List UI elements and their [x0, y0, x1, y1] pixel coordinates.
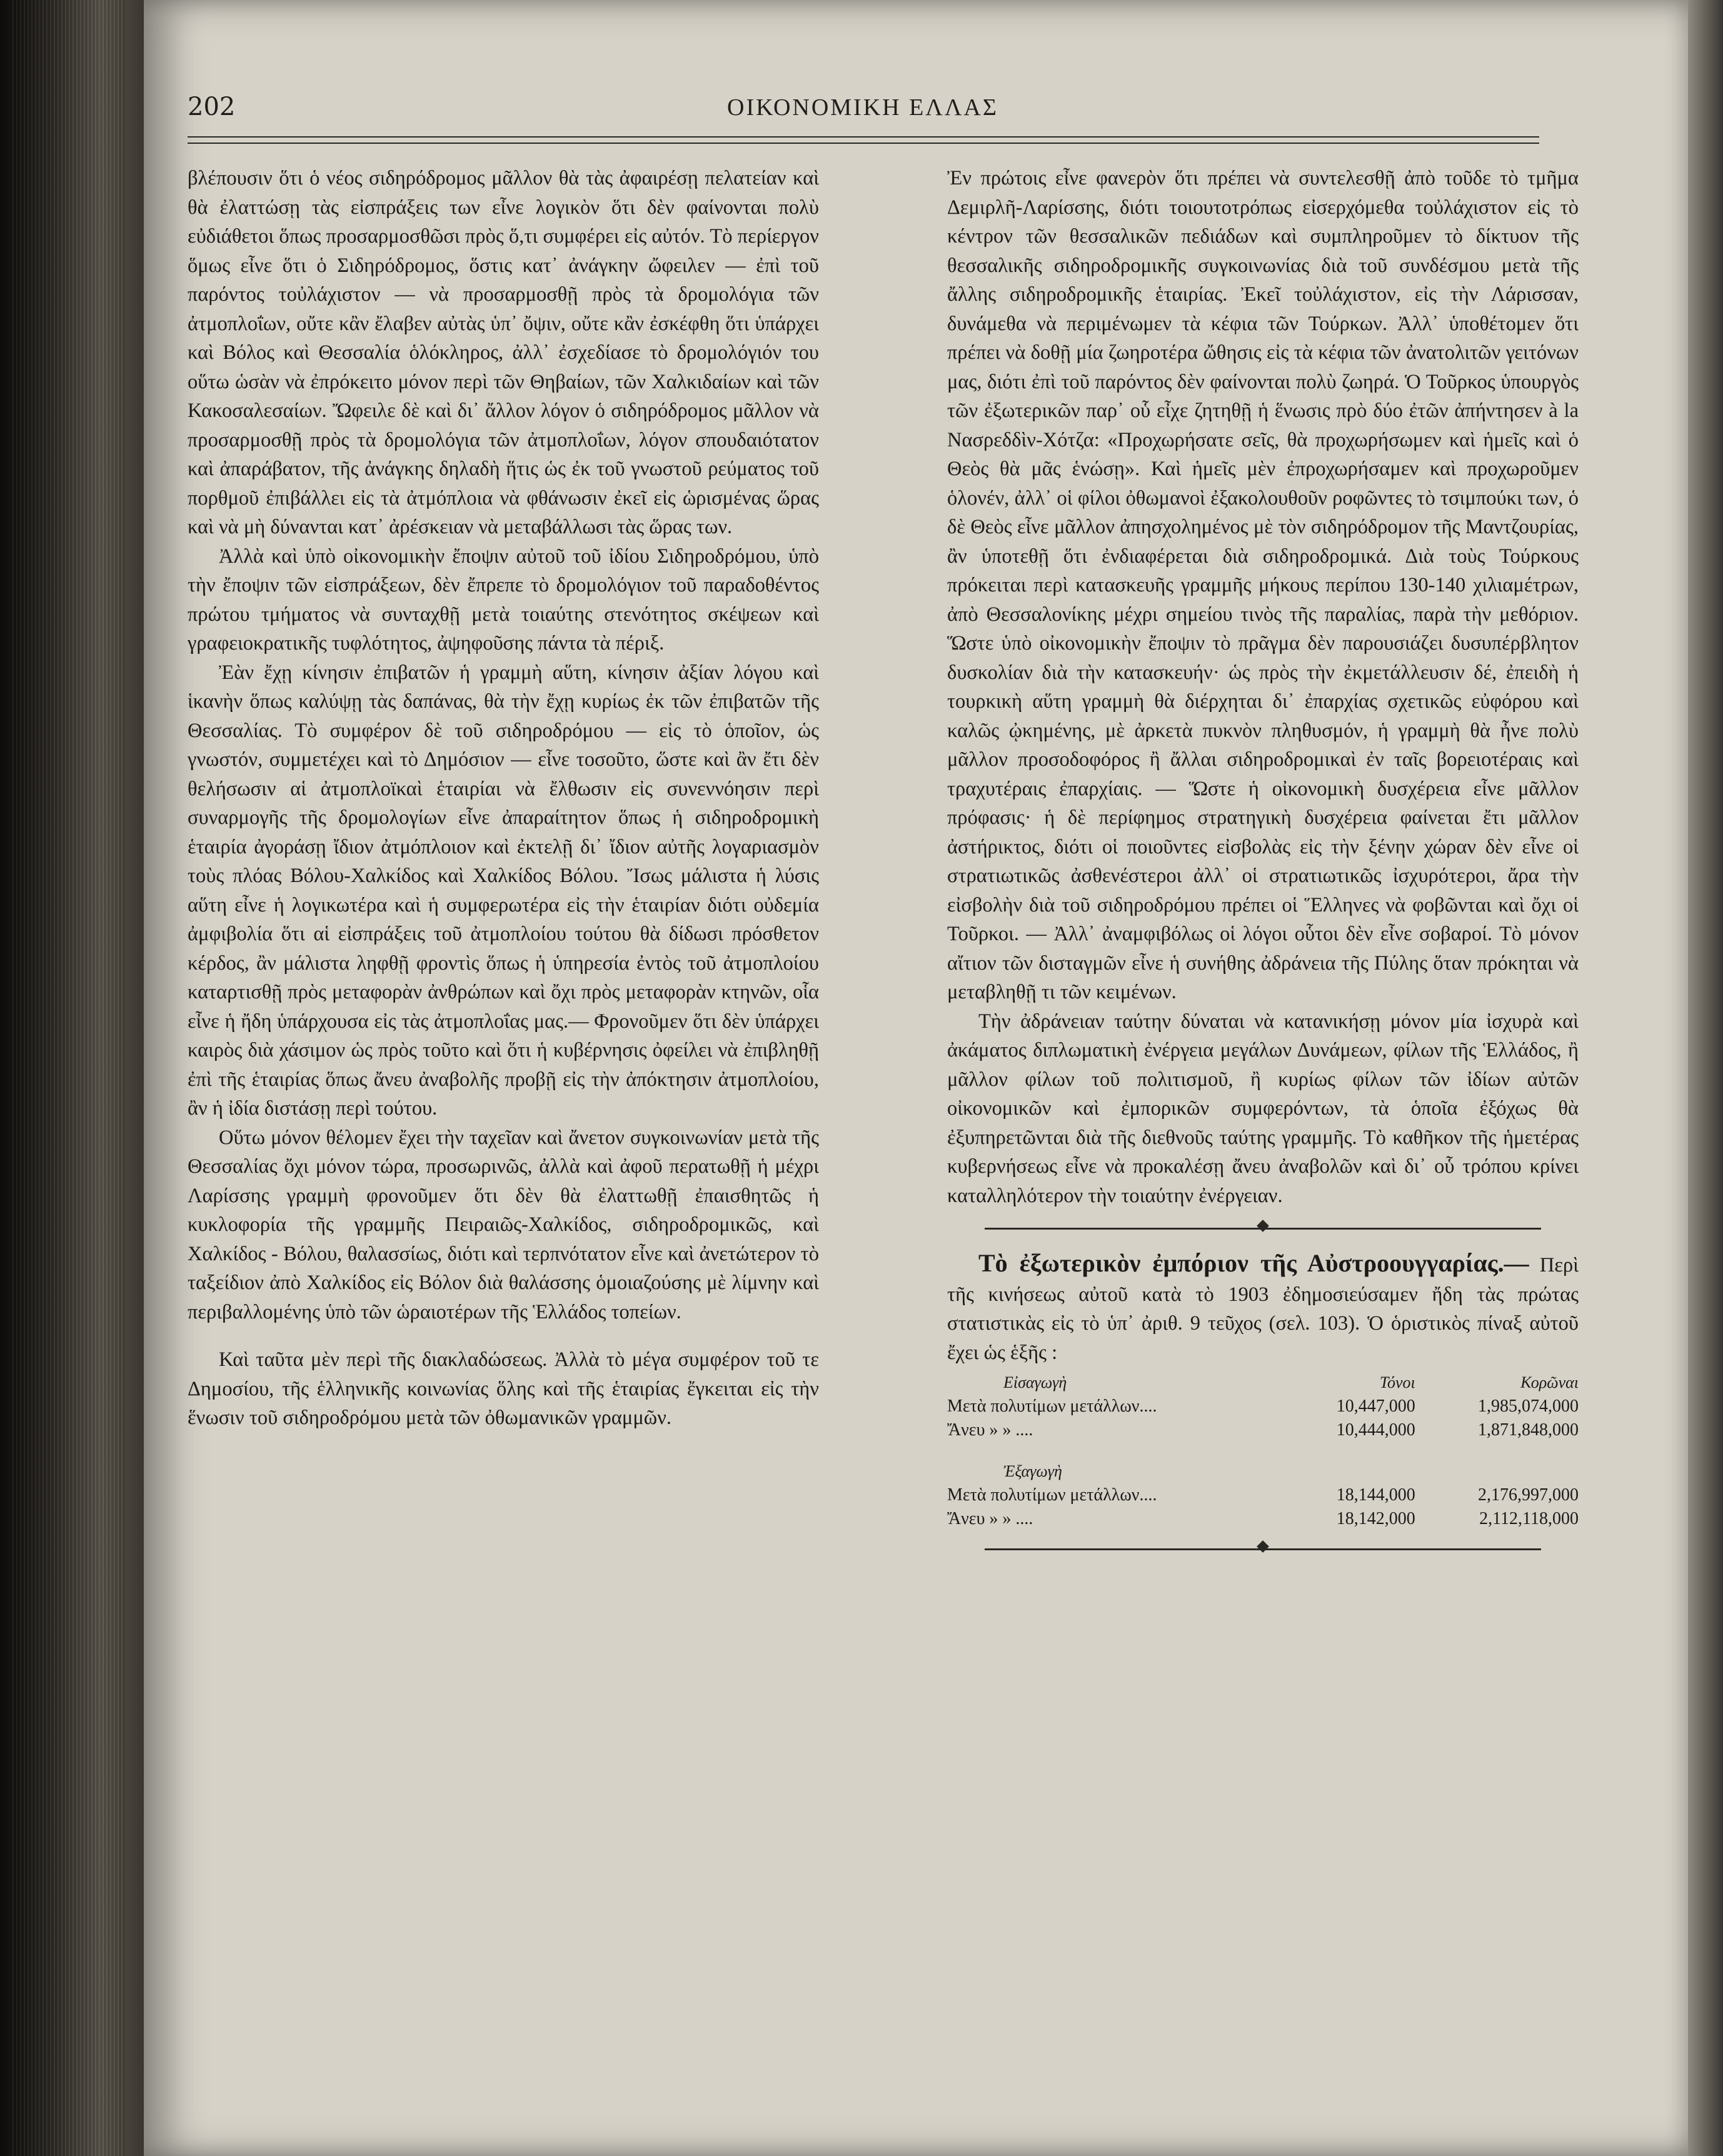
end-divider	[947, 1541, 1579, 1557]
col-crowns-header: Κορῶναι	[1520, 1373, 1579, 1391]
export-label: Ἐξαγωγὴ	[1003, 1462, 1062, 1480]
header-double-rule	[188, 136, 1539, 144]
section-divider	[947, 1220, 1579, 1236]
row-tons: 18,144,000	[1336, 1485, 1415, 1505]
table-header-row	[947, 1371, 1579, 1395]
page-edge	[1688, 0, 1723, 2156]
row-tons: 18,142,000	[1336, 1509, 1415, 1528]
section-heading: Τὸ ἐξωτερικὸν ἐμπόριον τῆς Αὐστροουγγαρίας.—	[978, 1249, 1529, 1277]
left-paragraph-4: Οὕτω μόνον θέλομεν ἔχει τὴν ταχεῖαν καὶ ἄνετον συγκοινωνίαν μετὰ τῆς Θεσσαλίας ὄχι μόνον τώρα, προσωρινῶς, ἀλλὰ καὶ ἀφοῦ περατωθῇ ἡ μέχρι Λαρίσσης γραμμὴ φρονοῦμεν ὅτι δὲν θὰ ἐλαττωθῇ ἐπαισθητῶς ἡ κυκλοφορία τῆς γραμμῆς Πειραιῶς-Χαλκίδος, σιδηροδρομικῶς, καὶ Χαλκίδος - Βόλου, θαλασσίως, διότι καὶ τερπνότατον εἶνε καὶ ἀνετώτερον τὸ ταξείδιον ἀπὸ Χαλκίδος εἰς Βόλον διὰ θαλάσσης ὁμοιαζούσης μὲ λίμνην καὶ περιβαλλομένης ὑπὸ τῶν ὡραιοτέρων τῆς Ἑλλάδος τοπείων.	[188, 1126, 819, 1323]
left-paragraph-2: Ἀλλὰ καὶ ὑπὸ οἰκονομικὴν ἔποψιν αὐτοῦ τοῦ ἰδίου Σιδηροδρόμου, ὑπὸ τὴν ἔποψιν τῶν εἰσπράξεων, δὲν ἔπρεπε τὸ δρομολόγιον τοῦ παραδοθέντος πρώτου τμήματος νὰ συνταχθῇ μετὰ τοιαύτης στενότητος σκέψεων καὶ γραφειοκρατικῆς τυφλότητος, ἀψηφοῦσης πάντα τὰ πέριξ.	[188, 544, 819, 654]
left-column	[188, 164, 819, 1433]
divider-ornament-icon	[1257, 1220, 1269, 1232]
table-row	[947, 1483, 1579, 1507]
section-text: Περὶ τῆς κινήσεως αὐτοῦ κατὰ τὸ 1903 ἐδημοσιεύσαμεν ἤδη τὰς πρώτας στατιστικὰς εἰς τὸ ὑπ᾽ ἀριθ. 9 τεῦχος (σελ. 103). Ὁ ὁριστικὸς πίναξ αὐτοῦ ἔχει ὡς ἑξῆς :	[947, 1254, 1579, 1364]
page-number: 202	[188, 93, 236, 121]
left-paragraph-5: Καὶ ταῦτα μὲν περὶ τῆς διακλαδώσεως. Ἀλλὰ τὸ μέγα συμφέρον τοῦ τε Δημοσίου, τῆς ἑλληνικῆς κοινωνίας ὅλης καὶ τῆς ἑταιρίας ἔγκειται εἰς τὴν ἕνωσιν τοῦ σιδηροδρόμου μετὰ τῶν ὀθωμανικῶν γραμμῶν.	[188, 1348, 819, 1429]
right-paragraph-2: Τὴν ἀδράνειαν ταύτην δύναται νὰ κατανικήσῃ μόνον μία ἰσχυρὰ καὶ ἀκάματος διπλωματικὴ ἐνέργεια μεγάλων Δυνάμεων, φίλων τῆς Ἑλλάδος, ἢ μᾶλλον φίλων τοῦ πολιτισμοῦ, ἢ κυρίως φίλων τῶν ἰδίων αὐτῶν οἰκονομικῶν καὶ ἐμπορικῶν συμφερόντων, τὰ ὁποῖα ἐξόχως θὰ ἐξυπηρετῶνται διὰ τῆς διεθνοῦς ταύτης γραμμῆς. Τὸ καθῆκον τῆς ἡμετέρας κυβερνήσεως εἶνε νὰ προκαλέσῃ ἄνευ ἀναβολῶν καὶ δι᾽ οὗ τρόπου κρίνει καταλληλότερον τὴν τοιαύτην ἐνέργειαν.	[947, 1010, 1579, 1207]
row-crowns: 1,871,848,000	[1478, 1420, 1579, 1440]
row-crowns: 1,985,074,000	[1478, 1396, 1579, 1416]
running-head	[188, 93, 1538, 130]
import-label: Εἰσαγωγὴ	[1003, 1373, 1067, 1391]
col-tons-header: Τόνοι	[1379, 1373, 1415, 1391]
book-binding	[0, 0, 144, 2156]
table-spacer	[947, 1442, 1579, 1460]
right-column	[947, 164, 1579, 1570]
divider-ornament-icon	[1257, 1540, 1269, 1553]
table-row	[947, 1395, 1579, 1418]
table-row	[947, 1418, 1579, 1442]
row-label: Μετὰ πολυτίμων μετάλλων....	[947, 1396, 1157, 1416]
row-crowns: 2,176,997,000	[1478, 1485, 1579, 1505]
table-row	[947, 1507, 1579, 1531]
row-tons: 10,444,000	[1336, 1420, 1415, 1440]
row-label: Μετὰ πολυτίμων μετάλλων....	[947, 1485, 1157, 1505]
trade-section	[947, 1249, 1579, 1367]
row-crowns: 2,112,118,000	[1479, 1509, 1579, 1528]
row-label: Ἄνευ » » ....	[947, 1420, 1033, 1440]
row-tons: 10,447,000	[1336, 1396, 1415, 1416]
row-label: Ἄνευ » » ....	[947, 1509, 1033, 1528]
trade-statistics-table	[947, 1371, 1579, 1531]
export-header-row	[947, 1460, 1579, 1483]
right-paragraph-1: Ἐν πρώτοις εἶνε φανερὸν ὅτι πρέπει νὰ συντελεσθῇ ἀπὸ τοῦδε τὸ τμῆμα Δεμιρλῆ-Λαρίσσης, διότι τοιουτοτρόπως εἰσερχόμεθα τοὐλάχιστον εἰς τὸ κέντρον τῶν θεσσαλικῶν πεδιάδων καὶ συμπληροῦμεν τὸ δίκτυον τῆς θεσσαλικῆς σιδηροδρομικῆς συγκοινωνίας διὰ τοῦ συνδέσμου μετὰ τῆς ἄλλης σιδηροδρομικῆς ἑταιρίας. Ἐκεῖ τοὐλάχιστον, εἰς τὴν Λάρισσαν, δυνάμεθα νὰ περιμένωμεν τὰ κέφια τῶν Τούρκων. Ἀλλ᾽ ὑποθέτομεν ὅτι πρέπει νὰ δοθῇ μία ζωηροτέρα ὤθησις εἰς τὰ κέφια τῶν ἀνατολιτῶν γειτόνων μας, διότι ἐπὶ τοῦ παρόντος δὲν φαίνονται πολὺ ζωηρά. Ὁ Τοῦρκος ὑπουργὸς τῶν ἐξωτερικῶν παρ᾽ οὗ εἶχε ζητηθῇ ἡ ἕνωσις πρὸ δύο ἐτῶν ἀπήντησεν à la Νασρεδδὶν-Χότζα: «Προχωρήσατε σεῖς, θὰ προχωρήσωμεν καὶ ἡμεῖς καὶ ὁ Θεὸς θὰ μᾶς ἑνώσῃ». Καὶ ἡμεῖς μὲν ἐπροχωρήσαμεν καὶ προχωροῦμεν ὁλονέν, ἀλλ᾽ οἱ φίλοι ὀθωμανοὶ ἐξακολουθοῦν ροφῶντες τὸ τσιμπούκι των, ὁ δὲ Θεὸς εἶνε μᾶλλον ἀπησχολημένος μὲ τὸν σιδηρόδρομον τῆς Μαντζουρίας, ἂν ὑποτεθῇ ὅτι ἐνδιαφέρεται διὰ σιδηροδρομικά. Διὰ τοὺς Τούρκους πρόκειται περὶ κατασκευῆς γραμμῆς μήκους περίπου 130-140 χιλιαμέτρων, ἀπὸ Θεσσαλονίκης μέχρι σημείου τινὸς τῆς παραλίας, παρὰ τὴν μεθόριον. Ὥστε ὑπὸ οἰκονομικὴν ἔποψιν τὸ πρᾶγμα δὲν παρουσιάζει δυσυπέρβλητον δυσκολίαν διὰ τὴν κατασκευήν· ὡς πρὸς τὴν ἐκμετάλλευσιν δέ, ἐπειδὴ ἡ τουρκικὴ αὕτη γραμμὴ θὰ διέρχηται δι᾽ ἐπαρχίας σχετικῶς εὐφόρου καὶ καλῶς ᾠκημένης, μὲ ἀρκετὰ πυκνὸν πληθυσμόν, ἡ γραμμὴ θὰ ἦνε πολὺ μᾶλλον προσοδοφόρος ἢ ἄλλαι σιδηροδρομικαὶ ἐν ταῖς βορειοτέραις καὶ τραχυτέραις ἐπαρχίαις. — Ὥστε ἡ οἰκονομικὴ δυσχέρεια εἶνε μᾶλλον πρόφασις· ἡ δὲ περίφημος στρατηγικὴ δυσχέρεια φαίνεται ἔτι μᾶλλον ἀστήρικτος, διότι οἱ ποιοῦντες εἰσβολὰς εἰς τὴν ξένην χώραν δὲν εἶνε οἱ στρατιωτικῶς ἀσθενέστεροι ἀλλ᾽ οἱ στρατιωτικῶς ἰσχυρότεροι, ἄρα τὴν εἰσβολὴν διὰ τοῦ σιδηροδρόμου πρέπει οἱ Ἕλληνες νὰ φοβῶνται καὶ ὄχι οἱ Τοῦρκοι. — Ἀλλ᾽ ἀναμφιβόλως οἱ λόγοι οὗτοι δὲν εἶνε σοβαροί. Τὸ μόνον αἴτιον τῶν δισταγμῶν εἶνε ἡ συνήθης ἀδράνεια τῆς Πύλης ὅταν πρόκηται νὰ μεταβληθῇ τι τῶν κειμένων.	[947, 167, 1579, 1003]
journal-title: ΟΙΚΟΝΟΜΙΚΗ ΕΛΛΑΣ	[727, 94, 998, 121]
left-paragraph-1: βλέπουσιν ὅτι ὁ νέος σιδηρόδρομος μᾶλλον θὰ τὰς ἀφαιρέσῃ πελατείαν καὶ θὰ ἐλαττώσῃ τὰς εἰσπράξεις των εἶνε λογικὸν ὅτι δὲν φαίνονται πολὺ εὐδιάθετοι ὅπως προσαρμοσθῶσι πρὸς ὅ,τι συμφέρει εἰς αὐτόν. Τὸ περίεργον ὅμως εἶνε ὅτι ὁ Σιδηρόδρομος, ὅστις κατ᾽ ἀνάγκην ὤφειλεν — ἐπὶ τοῦ παρόντος τοὐλάχιστον — νὰ προσαρμοσθῇ πρὸς τὰ δρομολόγια τῶν ἀτμοπλοΐων, οὔτε κἂν ἔλαβεν αὐτὰς ὑπ᾽ ὄψιν, οὔτε κἂν ἐσκέφθη ὅτι ὑπάρχει καὶ Βόλος καὶ Θεσσαλία ὁλόκληρος, ἀλλ᾽ ἐσχεδίασε τὸ δρομολόγιόν του οὕτω ὡσὰν νὰ ἐπρόκειτο μόνον περὶ τῶν Θηβαίων, τῶν Χαλκιδαίων καὶ τῶν Κακοσαλεσαίων. Ὤφειλε δὲ καὶ δι᾽ ἄλλον λόγον ὁ σιδηρόδρομος μᾶλλον νὰ προσαρμοσθῇ πρὸς τὰ δρομολόγια τῶν ἀτμοπλοΐων, λόγον σπουδαιότατον καὶ ἀπαράβατον, τῆς ἀνάγκης δηλαδὴ ἥτις ὡς ἐκ τοῦ γνωστοῦ ρεύματος τοῦ πορθμοῦ ἐπιβάλλει εἰς τὰ ἀτμόπλοια νὰ φθάνωσιν ἐκεῖ εἰς ὡρισμένας ὥρας καὶ νὰ μὴ δύνανται κατ᾽ ἀρέσκειαν νὰ μεταβάλλωσι τὰς ὥρας των.	[188, 167, 819, 538]
left-paragraph-3: Ἐὰν ἔχῃ κίνησιν ἐπιβατῶν ἡ γραμμὴ αὕτη, κίνησιν ἀξίαν λόγου καὶ ἱκανὴν ὅπως καλύψῃ τὰς δαπάνας, θὰ τὴν ἔχῃ κυρίως ἐκ τῶν ἐπιβατῶν τῆς Θεσσαλίας. Τὸ συμφέρον δὲ τοῦ σιδηροδρόμου — εἰς τὸ ὁποῖον, ὡς γνωστόν, συμμετέχει καὶ τὸ Δημόσιον — εἶνε τοσοῦτο, ὥστε καὶ ἂν ἔτι δὲν θελήσωσιν αἱ ἀτμοπλοϊκαὶ ἑταιρίαι νὰ ἔλθωσιν εἰς συνεννόησιν περὶ συναρμογῆς τῆς δρομολογίων εἶνε ἀπαραίτητον ὅπως ἡ σιδηροδρομικὴ ἑταιρία ἀγοράσῃ ἴδιον ἀτμόπλοιον καὶ ἐκτελῇ δι᾽ ἴδιον αὐτῆς λογαριασμὸν τοὺς πλόας Βόλου-Χαλκίδος καὶ Χαλκίδος Βόλου. Ἴσως μάλιστα ἡ λύσις αὕτη εἶνε ἡ λογικωτέρα καὶ ἡ συμφερωτέρα εἰς τὴν ἑταιρίαν διότι οὐδεμία ἀμφιβολία ὅτι αἱ εἰσπράξεις τοῦ ἀτμοπλοίου τούτου θὰ δίδωσι πρόσθετον κέρδος, ἂν μάλιστα ληφθῇ φροντὶς ὅπως ἡ ὑπηρεσία ἐντὸς τοῦ ἀτμοπλοίου καταρτισθῇ πρὸς μεταφορὰν ἀνθρώπων καὶ ὄχι πρὸς μεταφορὰν κτηνῶν, οἷα εἶνε ἡ ἤδη ὑπάρχουσα εἰς τὰς ἀτμοπλοΐας μας.— Φρονοῦμεν ὅτι δὲν ὑπάρχει καιρὸς διὰ χάσιμον ὡς πρὸς τοῦτο καὶ ὅτι ἡ κυβέρνησις ὀφείλει νὰ ἐπιβληθῇ ἐπὶ τῆς ἑταιρίας ὅπως ἄνευ ἀναβολῆς προβῇ εἰς τὴν ἀπόκτησιν ἀτμοπλοίου, ἂν ἡ ἰδία διστάσῃ περὶ τούτου.	[188, 661, 819, 1120]
